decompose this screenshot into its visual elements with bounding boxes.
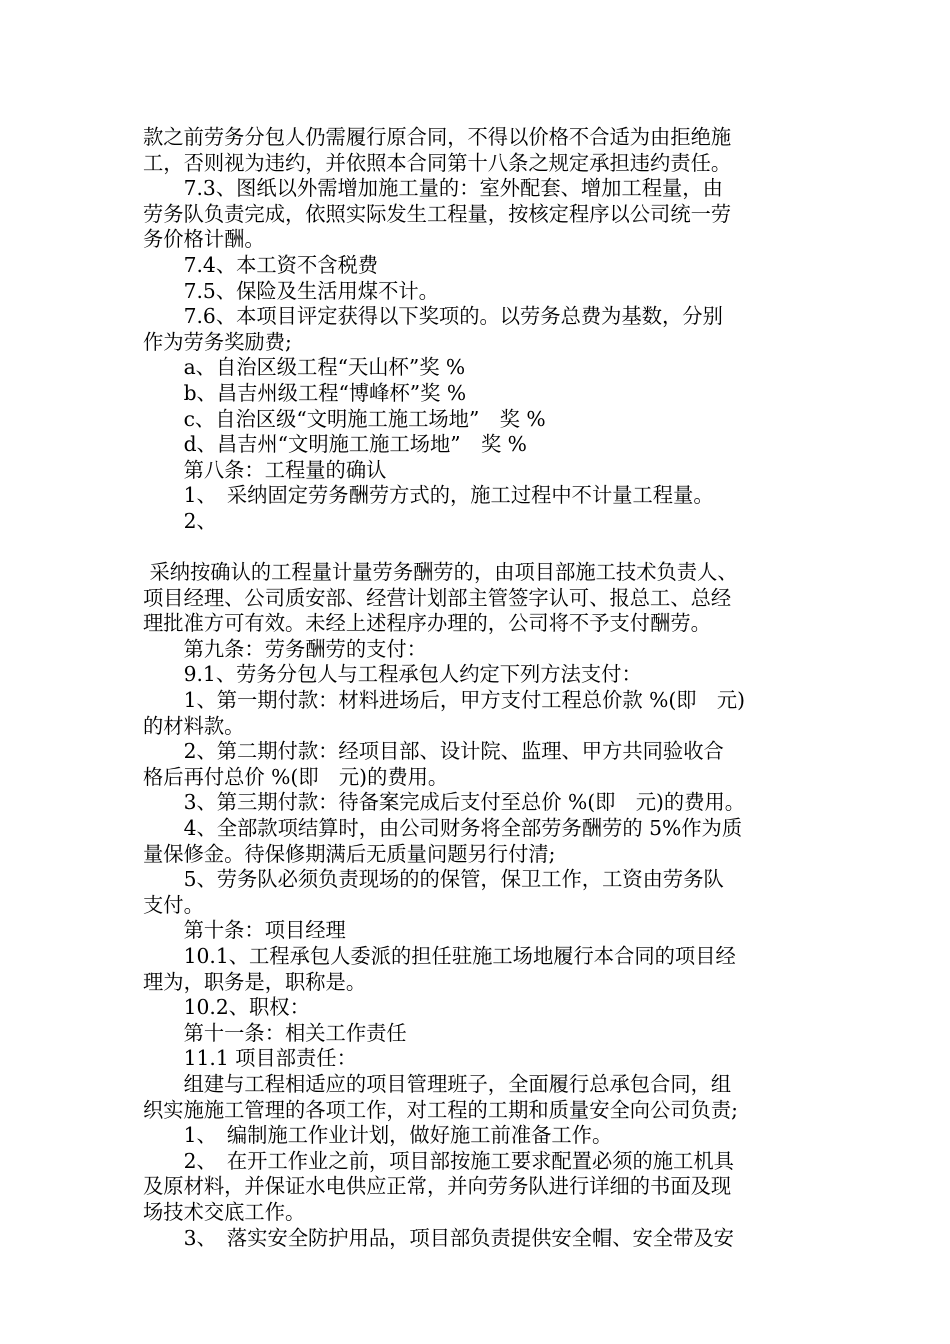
text-line: 第九条：劳务酬劳的支付： [143,636,427,661]
text-line: 织实施施工管理的各项工作，对工程的工期和质量安全向公司负责; [143,1097,738,1122]
text-line: 款之前劳务分包人仍需履行原合同，不得以价格不合适为由拒绝施 [143,125,732,149]
text-line: 格后再付总价 %(即 元)的费用。 [143,764,449,789]
text-line: 的材料款。 [143,713,245,738]
text-line: 工，否则视为违约，并依照本合同第十八条之规定承担违约责任。 [143,150,732,175]
text-line: 场技术交底工作。 [143,1199,306,1224]
text-line: 5、劳务队必须负责现场的的保管，保卫工作，工资由劳务队 [143,867,724,892]
text-line: 2、 在开工作业之前，项目部按施工要求配置必须的施工机具 [143,1148,734,1173]
text-line: 7.5、保险及生活用煤不计。 [143,278,439,303]
text-line: 11.1 项目部责任： [143,1046,357,1071]
text-line: 2、第二期付款：经项目部、设计院、监理、甲方共同验收合 [143,739,724,764]
text-line: 1、 采纳固定劳务酬劳方式的，施工过程中不计量工程量。 [143,483,714,508]
text-line: 1、第一期付款：材料进场后，甲方支付工程总价款 %(即 元) [143,688,746,713]
text-line: 第十一条：相关工作责任 [143,1020,407,1045]
blank-line [143,535,808,561]
text-line: 务价格计酬。 [143,227,265,252]
text-line: 10.1、工程承包人委派的担任驻施工场地履行本合同的项目经 [143,944,736,968]
text-line: c、自治区级“文明施工施工场地” 奖 % [143,406,546,431]
text-line: 3、第三期付款：待备案完成后支付至总价 %(即 元)的费用。 [143,790,746,815]
text-line: 量保修金。待保修期满后无质量问题另行付清; [143,841,556,866]
text-line: 3、 落实安全防护用品，项目部负责提供安全帽、安全带及安 [143,1225,734,1250]
text-line: a、自治区级工程“天山杯”奖 % [143,355,466,380]
text-line: 第十条：项目经理 [143,918,346,943]
text-line: 9.1、劳务分包人与工程承包人约定下列方法支付： [143,662,642,687]
text-line: 支付。 [143,892,204,917]
text-line: 理批准方可有效。未经上述程序办理的，公司将不予支付酬劳。 [143,611,711,636]
text-line: b、昌吉州级工程“博峰杯”奖 % [143,380,467,405]
text-line: 7.3、图纸以外需增加施工量的：室外配套、增加工程量，由 [143,176,723,201]
text-line: 组建与工程相适应的项目管理班子，全面履行总承包合同，组 [143,1071,732,1096]
text-line: 作为劳务奖励费; [143,329,292,354]
text-line: 采纳按确认的工程量计量劳务酬劳的，由项目部施工技术负责人、 [143,560,738,585]
document-body [143,125,808,1251]
text-line: 理为，职务是，职称是。 [143,969,367,994]
text-line: 及原材料，并保证水电供应正常，并向劳务队进行详细的书面及现 [143,1174,732,1199]
text-line: 1、 编制施工作业计划，做好施工前准备工作。 [143,1123,613,1148]
text-line: 7.4、本工资不含税费 [143,252,379,277]
text-line: 项目经理、公司质安部、经营计划部主管签字认可、报总工、总经 [143,585,732,610]
text-line: 2、 [143,508,217,533]
text-line: 劳务队负责完成，依照实际发生工程量，按核定程序以公司统一劳 [143,201,732,226]
text-line: 7.6、本项目评定获得以下奖项的。以劳务总费为基数，分别 [143,304,723,329]
text-line: 10.2、职权： [143,995,310,1020]
text-line: 第八条：工程量的确认 [143,457,387,482]
text-line: d、昌吉州“文明施工施工场地” 奖 % [143,432,527,457]
text-line: 4、全部款项结算时，由公司财务将全部劳务酬劳的 5%作为质 [143,816,743,841]
